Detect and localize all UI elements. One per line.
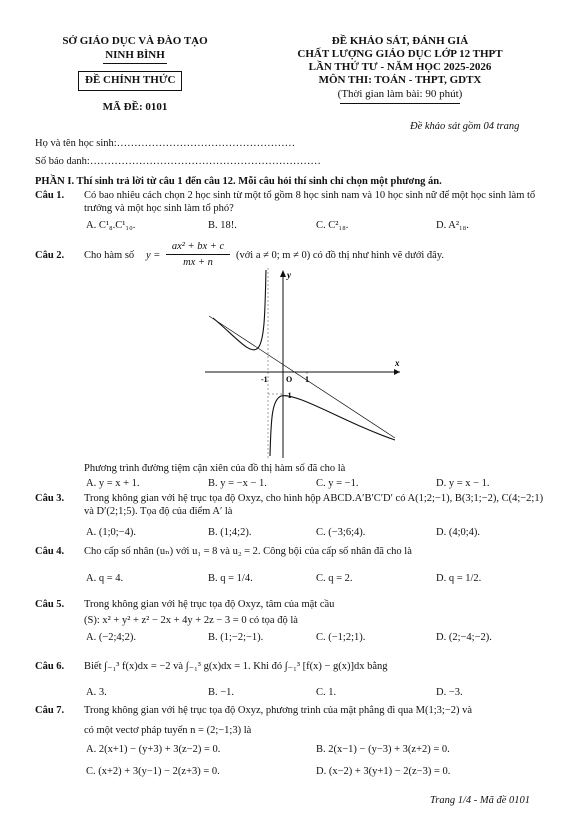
q3-option-c[interactable]: C. (−3;6;4).: [316, 527, 366, 538]
q7-option-c[interactable]: C. (x+2) + 3(y−1) − 2(z+3) = 0.: [86, 766, 220, 777]
exam-title-1: ĐỀ KHẢO SÁT, ĐÁNH GIÁ: [331, 35, 469, 47]
q5-equation: (S): x² + y² + z² − 2x + 4y + 2z − 3 = 0 có tọa độ là: [84, 615, 298, 626]
header-underline-right: [340, 103, 460, 104]
q7-option-b[interactable]: B. 2(x−1) − (y−3) + 3(z+2) = 0.: [316, 744, 450, 755]
q5-option-d[interactable]: D. (2;−4;−2).: [436, 632, 492, 643]
origin-label: O: [286, 375, 293, 384]
q2-numerator: ax² + bx + c: [171, 241, 225, 252]
q1-option-b[interactable]: B. 18!.: [208, 220, 237, 231]
q4-option-c[interactable]: C. q = 2.: [316, 573, 353, 584]
q6-label: Câu 6.: [35, 661, 65, 672]
q2-question: Phương trình đường tiệm cận xiên của đồ thị hàm số đã cho là: [84, 463, 346, 474]
q4-option-d[interactable]: D. q = 1/2.: [436, 573, 482, 584]
tick-label-x-neg1: -1: [261, 375, 268, 384]
q2-text-after: (với a ≠ 0; m ≠ 0) có đồ thị như hình vẽ dưới đây.: [236, 250, 445, 261]
q5-label: Câu 5.: [35, 599, 65, 610]
q2-option-b[interactable]: B. y = −x − 1.: [208, 478, 267, 489]
q1-option-d[interactable]: D. A²₁₈.: [436, 220, 469, 231]
q2-formula-y: y =: [146, 250, 161, 261]
y-axis-arrow: [280, 270, 286, 277]
q4-option-b[interactable]: B. q = 1/4.: [208, 573, 253, 584]
q1-option-c[interactable]: C. C²₁₈.: [316, 220, 349, 231]
q1-label: Câu 1.: [35, 190, 65, 201]
x-axis-label: x: [395, 358, 400, 368]
q4-text: Cho cấp số nhân (uₙ) với u₁ = 8 và u₂ = 2. Công bội của cấp số nhân đã cho là: [84, 546, 412, 557]
y-axis-label: y: [287, 270, 291, 280]
q6-text: Biết ∫₋₁³ f(x)dx = −2 và ∫₋₁³ g(x)dx = 1. Khi đó ∫₋₁³ [f(x) − g(x)]dx bằng: [84, 661, 388, 672]
department-name: SỞ GIÁO DỤC VÀ ĐÀO TẠO: [62, 35, 208, 47]
q3-text: Trong không gian với hệ trục tọa độ Oxyz, cho hình hộp ABCD.A′B′C′D′ có A(1;2;−1), B(3;1;−2), C(4;−2;1) và D′(2;1;5). Tọa độ của điểm A′ là: [84, 493, 544, 518]
student-name-field: Họ và tên học sinh:……………………………………………: [35, 138, 296, 149]
exam-subject: MÔN THI: TOÁN - THPT, GDTX: [318, 74, 482, 86]
q7-text: Trong không gian với hệ trục tọa độ Oxyz, phương trình của mặt phẳng đi qua M(1;3;−2) và: [84, 705, 473, 716]
exam-title-3: LẦN THỨ TƯ - NĂM HỌC 2025-2026: [308, 61, 492, 73]
q3-option-a[interactable]: A. (1;0;−4).: [86, 527, 136, 538]
header-underline-left: [103, 63, 167, 64]
q7-option-a[interactable]: A. 2(x+1) − (y+3) + 3(z−2) = 0.: [86, 744, 221, 755]
q4-label: Câu 4.: [35, 546, 65, 557]
q5-option-c[interactable]: C. (−1;2;1).: [316, 632, 366, 643]
q4-option-a[interactable]: A. q = 4.: [86, 573, 124, 584]
part1-title: PHẦN I. Thí sinh trả lời từ câu 1 đến câu 12. Mỗi câu hỏi thí sinh chỉ chọn một phương án.: [35, 176, 442, 187]
x-axis-arrow: [394, 369, 400, 375]
q2-option-c[interactable]: C. y = −1.: [316, 478, 359, 489]
province-name: NINH BÌNH: [105, 49, 165, 61]
q3-option-d[interactable]: D. (4;0;4).: [436, 527, 481, 538]
q2-fraction-bar: [166, 254, 230, 255]
q5-text: Trong không gian với hệ trục tọa độ Oxyz, tâm của mặt cầu: [84, 599, 335, 610]
q2-denominator: mx + n: [183, 257, 213, 268]
pages-note: Đề khảo sát gồm 04 trang: [410, 121, 520, 132]
q6-option-c[interactable]: C. 1.: [316, 687, 337, 698]
q6-option-a[interactable]: A. 3.: [86, 687, 107, 698]
exam-title-2: CHẤT LƯỢNG GIÁO DỤC LỚP 12 THPT: [297, 48, 503, 60]
q7-option-d[interactable]: D. (x−2) + 3(y+1) − 2(z−3) = 0.: [316, 766, 451, 777]
q2-option-a[interactable]: A. y = x + 1.: [86, 478, 140, 489]
q3-label: Câu 3.: [35, 493, 65, 504]
page-footer: Trang 1/4 - Mã đề 0101: [430, 795, 531, 806]
q1-text: Có bao nhiêu cách chọn 2 học sinh từ một tổ gồm 8 học sinh nam và 10 học sinh nữ để một học sinh làm tổ trưởng và một học sinh làm tổ phó?: [84, 190, 536, 215]
q6-option-b[interactable]: B. −1.: [208, 687, 235, 698]
q5-option-a[interactable]: A. (−2;4;2).: [86, 632, 136, 643]
tick-label-x-1: 1: [305, 375, 309, 384]
q2-option-d[interactable]: D. y = x − 1.: [436, 478, 490, 489]
q2-text-before: Cho hàm số: [84, 250, 135, 261]
student-id-field: Số báo danh:…………………………………………………………: [35, 156, 321, 167]
asymptote-oblique: [209, 316, 395, 438]
q2-label: Câu 2.: [35, 250, 65, 261]
q6-option-d[interactable]: D. −3.: [436, 687, 463, 698]
q3-option-b[interactable]: B. (1;4;2).: [208, 527, 252, 538]
q1-option-a[interactable]: A. C¹₈.C¹₁₀.: [86, 220, 136, 231]
tick-label-y-neg1: -1: [285, 391, 292, 400]
graph-left-branch: [213, 270, 266, 350]
official-exam-box: ĐỀ CHÍNH THỨC: [78, 71, 182, 91]
q7-text2: có một vectơ pháp tuyến n = (2;−1;3) là: [84, 725, 252, 736]
exam-duration: (Thời gian làm bài: 90 phút): [337, 88, 463, 100]
q2-function-graph: [205, 268, 405, 458]
exam-code: MÃ ĐỀ: 0101: [102, 101, 168, 113]
q7-label: Câu 7.: [35, 705, 65, 716]
q5-option-b[interactable]: B. (1;−2;−1).: [208, 632, 264, 643]
